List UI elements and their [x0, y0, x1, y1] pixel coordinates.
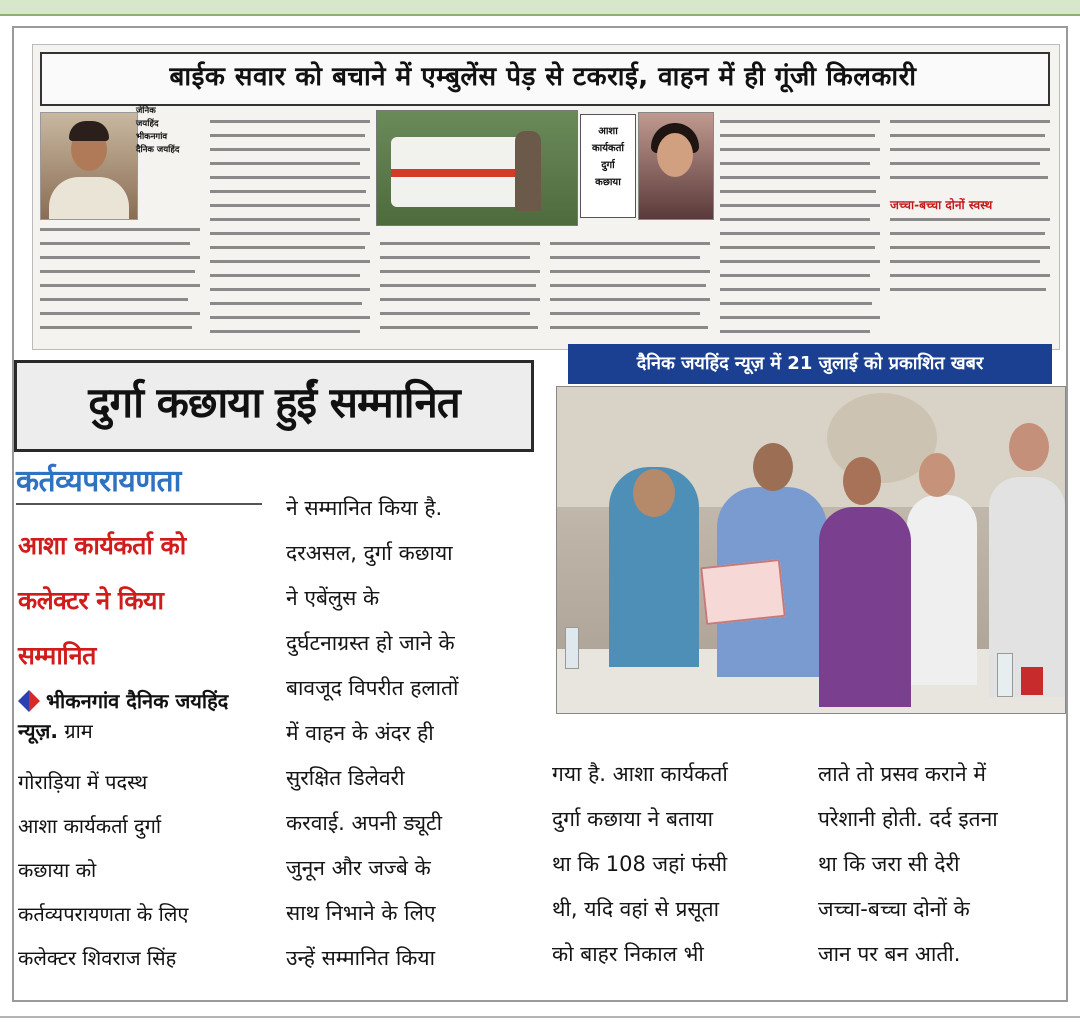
body-line: कर्तव्यपरायणता के लिए	[18, 902, 189, 926]
article-column-1	[18, 686, 274, 980]
body-line: गोराड़िया में पदस्थ	[18, 770, 148, 794]
body-line: को बाहर निकाल भी	[552, 942, 704, 966]
article-tag: कर्तव्यपरायणता	[16, 464, 181, 499]
article-subhead	[18, 518, 268, 683]
subhead-line: कलेक्टर ने किया	[18, 586, 164, 615]
bottom-decor-line	[0, 1016, 1080, 1018]
body-line: उन्हें सम्मानित किया	[286, 946, 436, 970]
body-line: करवाई. अपनी ड्यूटी	[286, 811, 443, 835]
clipping-source-line: भीकनगांव	[136, 132, 168, 142]
body-line: कलेक्टर शिवराज सिंह	[18, 946, 177, 970]
body-line: में वाहन के अंदर ही	[286, 721, 434, 745]
body-line: थी, यदि वहां से प्रसूता	[552, 897, 720, 921]
article-title: दुर्गा कछाया हुईं सम्मानित	[88, 378, 460, 427]
body-line: ने सम्मानित किया है.	[286, 496, 443, 520]
subhead-line: आशा कार्यकर्ता को	[18, 531, 186, 560]
clipping-headline: बाईक सवार को बचाने में एम्बुलेंस पेड़ से टकराई, वाहन में ही गूंजी किलकारी	[169, 62, 917, 92]
body-line: ग्राम	[64, 719, 93, 743]
body-line: जच्चा-बच्चा दोनों के	[818, 897, 970, 921]
body-line: आशा कार्यकर्ता दुर्गा	[18, 814, 162, 838]
body-line: सुरक्षित डिलेवरी	[286, 766, 405, 790]
flag-icon	[29, 690, 40, 712]
clipping-source-line: दैनिक जयहिंद	[136, 145, 180, 155]
dateline: भीकनगांव दैनिक जयहिंद न्यूज़.	[18, 689, 229, 743]
article-column-3	[552, 752, 804, 977]
body-line: लाते तो प्रसव कराने में	[818, 762, 986, 786]
clipping-asha-label-line: आशा	[598, 126, 618, 137]
body-line: दरअसल, दुर्गा कछाया	[286, 541, 453, 565]
photo-caption: दैनिक जयहिंद न्यूज़ में 21 जुलाई को प्रकाशित खबर	[636, 353, 984, 374]
article-tag-rule	[16, 503, 262, 505]
subhead-line: सम्मानित	[18, 641, 96, 670]
body-line: साथ निभाने के लिए	[286, 901, 436, 925]
body-line: दुर्गा कछाया ने बताया	[552, 807, 714, 831]
clipping-subhead: जच्चा-बच्चा दोनों स्वस्थ	[890, 198, 993, 212]
clipping-small-print	[40, 110, 1056, 346]
body-line: गया है. आशा कार्यकर्ता	[552, 762, 728, 786]
top-decor-line	[0, 14, 1080, 16]
body-line: था कि 108 जहां फंसी	[552, 852, 728, 876]
certificate	[700, 559, 786, 625]
body-line: जान पर बन आती.	[818, 942, 961, 966]
clipping-asha-label-line: कछाया	[595, 177, 621, 188]
body-line: कछाया को	[18, 858, 97, 882]
clipping-asha-label-line: दुर्गा	[601, 160, 615, 171]
clipping-source-line: जेनिक	[136, 106, 156, 116]
article-column-2	[286, 486, 542, 981]
body-line: जुनून और जज्बे के	[286, 856, 431, 880]
flag-icon	[18, 690, 29, 712]
felicitation-photo	[556, 386, 1066, 714]
body-line: ने एबेंलुस के	[286, 586, 380, 610]
body-line: बावजूद विपरीत हलातों	[286, 676, 459, 700]
clipping-source-line: जयहिंद	[136, 119, 159, 129]
body-line: था कि जरा सी देरी	[818, 852, 960, 876]
body-line: परेशानी होती. दर्द इतना	[818, 807, 998, 831]
article-column-4	[818, 752, 1064, 977]
top-decor-band	[0, 0, 1080, 14]
clipping-asha-label-line: कार्यकर्ता	[591, 143, 625, 154]
body-line: दुर्घटनाग्रस्त हो जाने के	[286, 631, 455, 655]
